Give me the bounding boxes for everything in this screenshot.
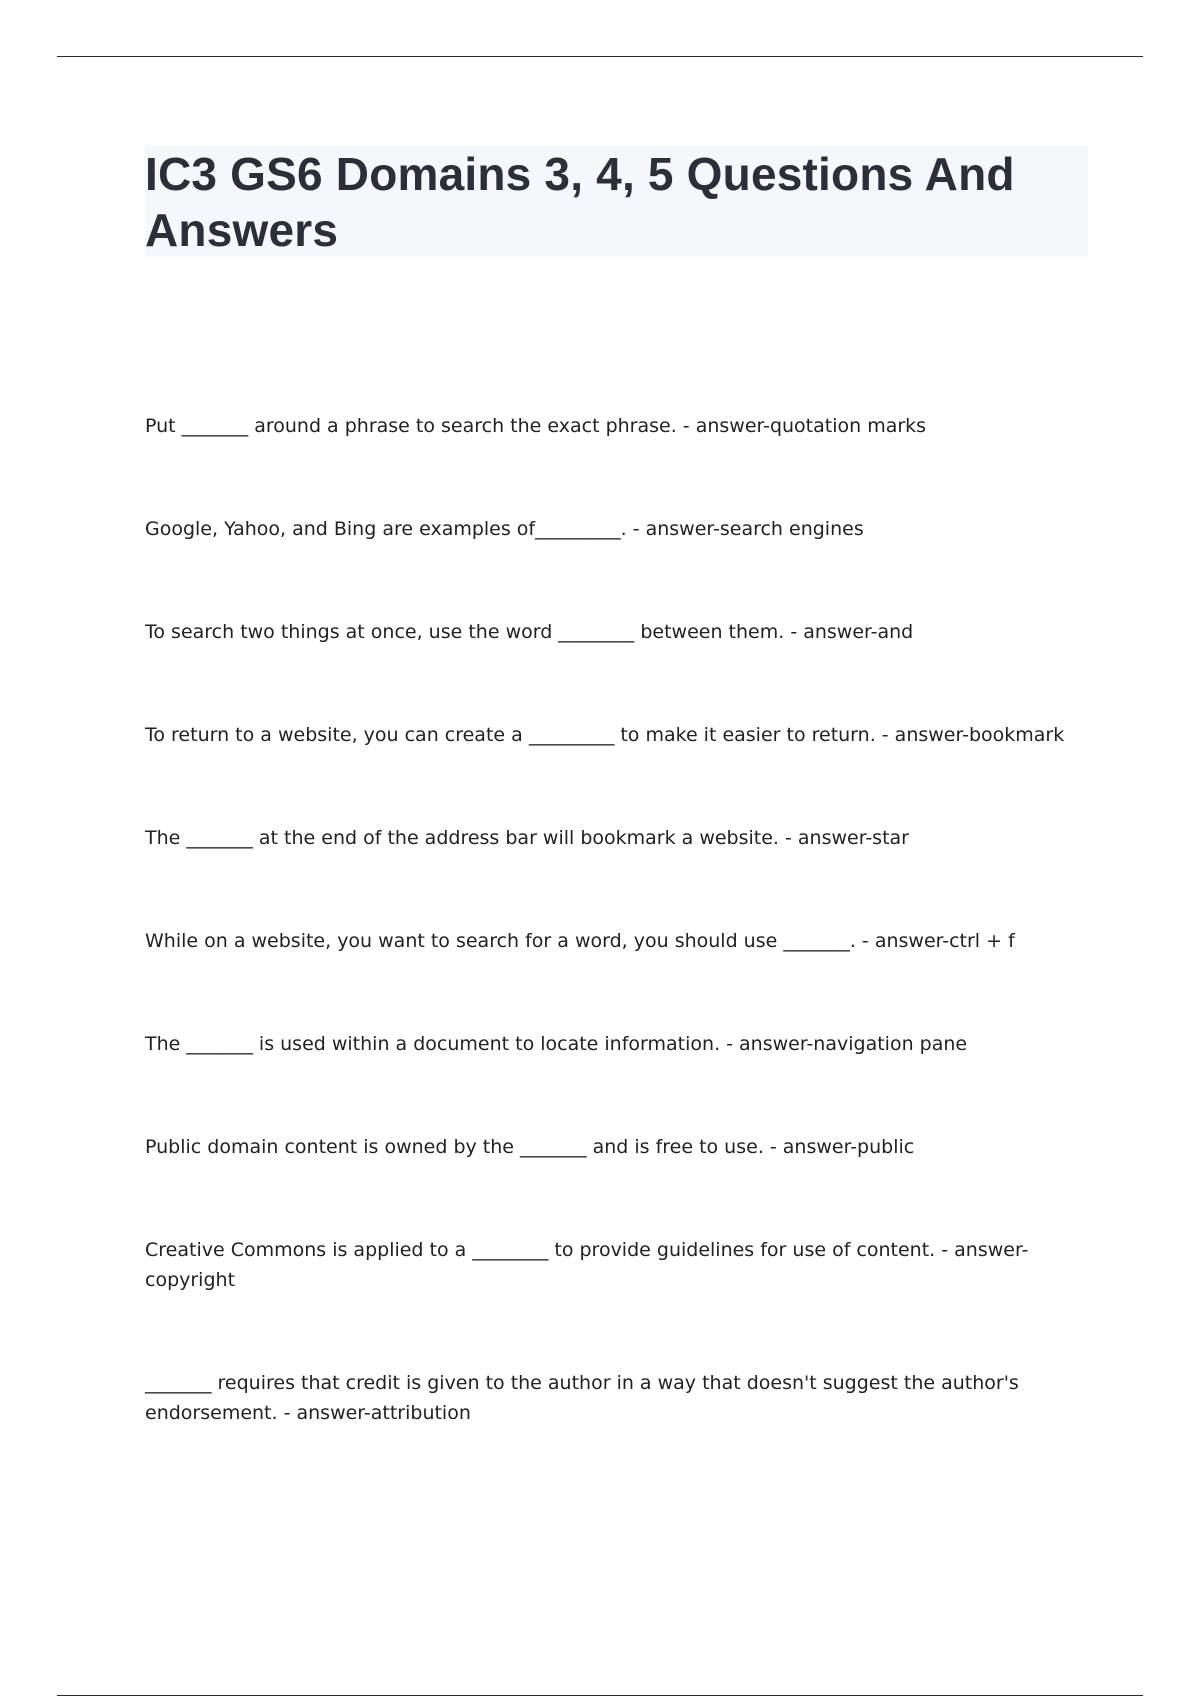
footer-rule (57, 1695, 1143, 1696)
qa-item-1: Put _______ around a phrase to search the exact phrase. - answer-quotation marks (145, 415, 927, 437)
qa-item-3: To search two things at once, use the word ________ between them. - answer-and (145, 621, 914, 643)
qa-item-4: To return to a website, you can create a _________ to make it easier to return. - answer-bookmark (145, 724, 1065, 746)
qa-item-8: Public domain content is owned by the _______ and is free to use. - answer-public (145, 1136, 915, 1158)
qa-item-2: Google, Yahoo, and Bing are examples of_________. - answer-search engines (145, 518, 864, 540)
title-block (145, 146, 1088, 257)
qa-item-5: The _______ at the end of the address bar will bookmark a website. - answer-star (145, 827, 909, 849)
qa-list (145, 411, 1095, 1501)
qa-item-6: While on a website, you want to search for a word, you should use _______. - answer-ctrl + f (145, 930, 1015, 952)
qa-item-9: Creative Commons is applied to a ________ to provide guidelines for use of content. - answer-copyright (145, 1239, 1029, 1291)
qa-item-7: The _______ is used within a document to locate information. - answer-navigation pane (145, 1033, 968, 1055)
qa-item-10: _______ requires that credit is given to the author in a way that doesn't suggest the author's endorsement. - answer-attribution (145, 1372, 1019, 1424)
page-title: IC3 GS6 Domains 3, 4, 5 Questions And Answers (145, 148, 1015, 256)
header-rule (57, 56, 1143, 57)
